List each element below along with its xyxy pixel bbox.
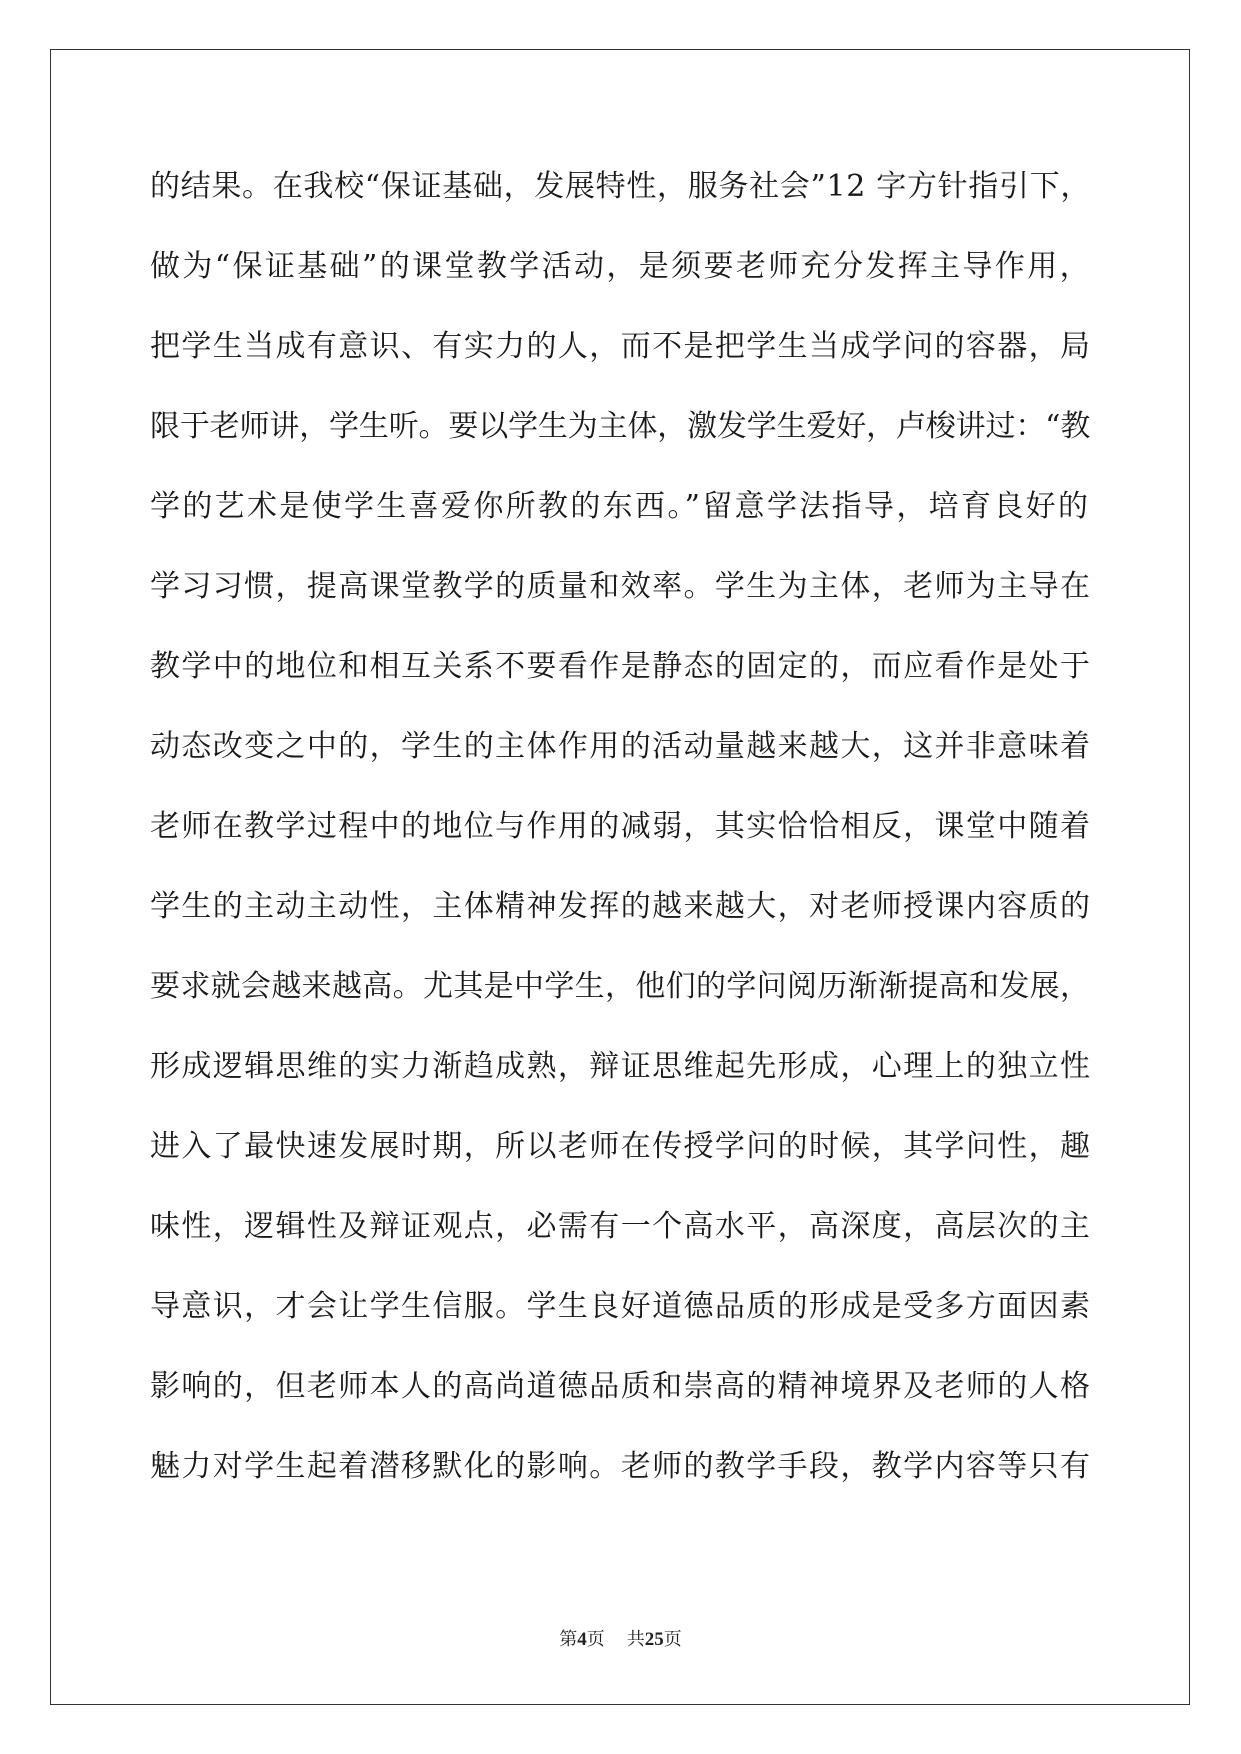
page-prefix: 第 bbox=[559, 1629, 578, 1650]
text-line: 导意识，才会让学生信服。学生良好道德品质的形成是受多方面因素 bbox=[150, 1289, 1092, 1324]
text-line: 魅力对学生起着潜移默化的影响。老师的教学手段，教学内容等只有 bbox=[150, 1449, 1092, 1484]
total-pages: 25 bbox=[644, 1629, 664, 1650]
text-line: 动态改变之中的，学生的主体作用的活动量越来越大，这并非意味着 bbox=[150, 729, 1092, 764]
page-footer bbox=[0, 1628, 1241, 1652]
text-line: 做为“保证基础”的课堂教学活动，是须要老师充分发挥主导作用， bbox=[150, 249, 1093, 284]
text-line: 味性，逻辑性及辩证观点，必需有一个高水平，高深度，高层次的主 bbox=[150, 1209, 1092, 1244]
total-suffix: 页 bbox=[663, 1629, 682, 1650]
text-line: 限于老师讲，学生听。要以学生为主体，激发学生爱好，卢梭讲过：“教 bbox=[150, 409, 1091, 444]
text-line: 学习习惯，提高课堂教学的质量和效率。学生为主体，老师为主导在 bbox=[150, 569, 1092, 604]
text-line: 影响的，但老师本人的高尚道德品质和崇高的精神境界及老师的人格 bbox=[150, 1369, 1092, 1404]
text-line: 要求就会越来越高。尤其是中学生，他们的学问阅历渐渐提高和发展， bbox=[150, 969, 1091, 1004]
text-line: 学生的主动主动性，主体精神发挥的越来越大，对老师授课内容质的 bbox=[150, 889, 1092, 924]
total-prefix: 共 bbox=[626, 1629, 645, 1650]
text-line: 教学中的地位和相互关系不要看作是静态的固定的，而应看作是处于 bbox=[150, 649, 1092, 684]
text-line: 的结果。在我校“保证基础，发展特性，服务社会”12 字方针指引下， bbox=[150, 169, 1092, 204]
text-line: 进入了最快速发展时期，所以老师在传授学问的时候，其学问性，趣 bbox=[150, 1129, 1092, 1164]
page-number: 4 bbox=[577, 1629, 587, 1650]
body-text bbox=[150, 162, 1093, 1522]
text-line: 学的艺术是使学生喜爱你所教的东西。”留意学法指导，培育良好的 bbox=[150, 489, 1091, 524]
text-line: 把学生当成有意识、有实力的人，而不是把学生当成学问的容器，局 bbox=[150, 329, 1092, 364]
text-line: 老师在教学过程中的地位与作用的减弱，其实恰恰相反，课堂中随着 bbox=[150, 809, 1092, 844]
page-suffix: 页 bbox=[586, 1629, 605, 1650]
text-line: 形成逻辑思维的实力渐趋成熟，辩证思维起先形成，心理上的独立性 bbox=[150, 1049, 1092, 1084]
